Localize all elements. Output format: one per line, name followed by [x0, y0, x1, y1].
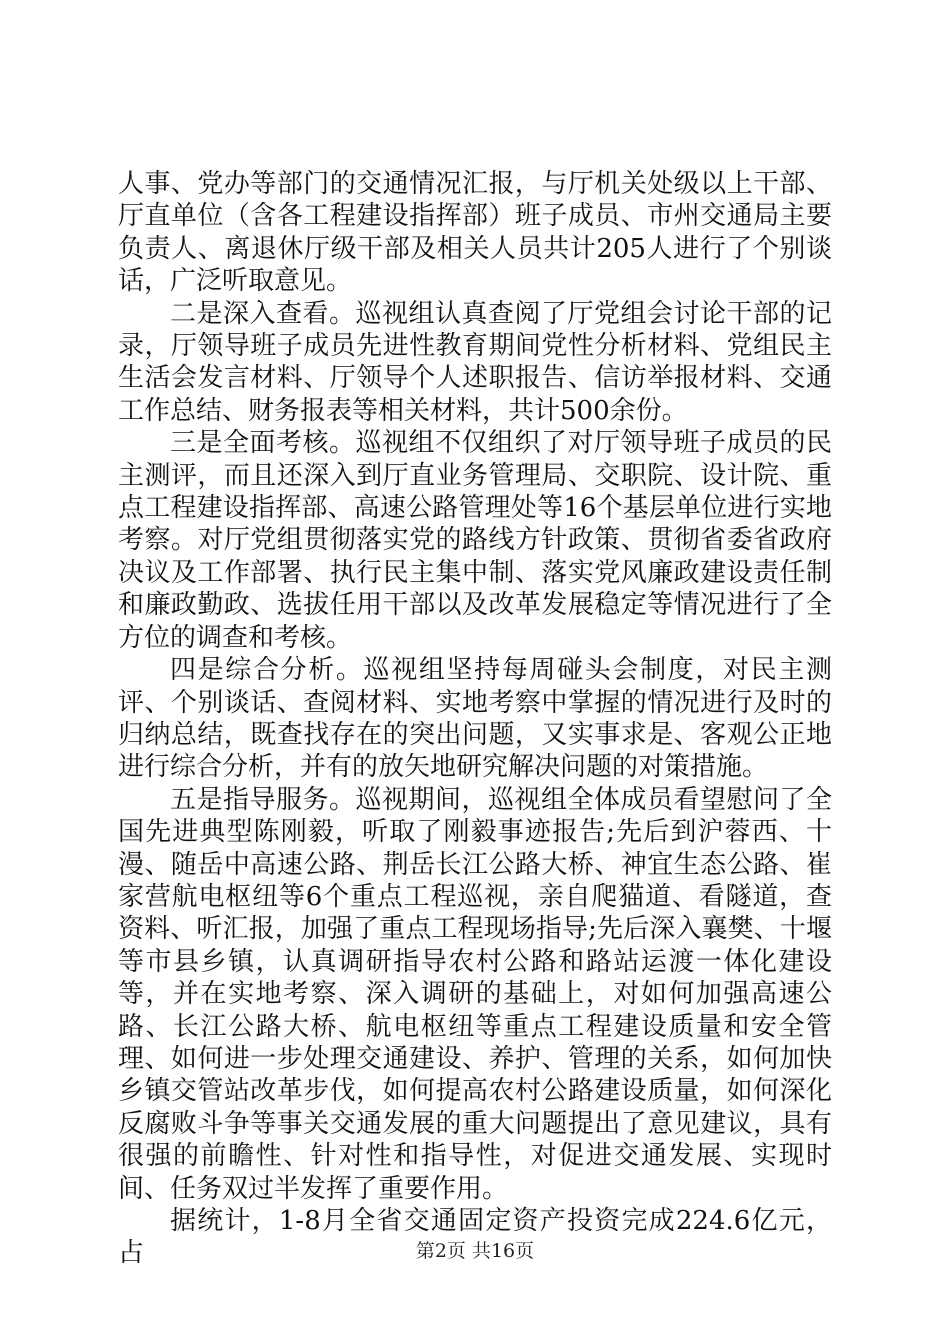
paragraph-continuation: 人事、党办等部门的交通情况汇报，与厅机关处级以上干部、厅直单位（含各工程建设指挥部）班子成员、市州交通局主要负责人、离退休厅级干部及相关人员共计205人进行了个别谈话，广泛听取意见。 — [118, 169, 832, 297]
paragraph-statistics: 据统计，1-8月全省交通固定资产投资完成224.6亿元，占 — [118, 1206, 832, 1269]
paragraph-item-5-guidance: 五是指导服务。巡视期间，巡视组全体成员看望慰问了全国先进典型陈刚毅，听取了刚毅事迹报告;先后到沪蓉西、十漫、随岳中高速公路、荆岳长江公路大桥、神宜生态公路、崔家营航电枢纽等6个重点工程巡视，亲自爬猫道、看隧道，查资料、听汇报，加强了重点工程现场指导;先后深入襄樊、十堰等市县乡镇，认真调研指导农村公路和路站运渡一体化建设等，并在实地考察、深入调研的基础上，对如何加强高速公路、长江公路大桥、航电枢纽等重点工程建设质量和安全管理、如何进一步处理交通建设、养护、管理的关系，如何加快乡镇交管站改革步伐，如何提高农村公路建设质量，如何深化反腐败斗争等事关交通发展的重大问题提出了意见建议，具有很强的前瞻性、针对性和指导性，对促进交通发展、实现时间、任务双过半发挥了重要作用。 — [118, 784, 832, 1204]
paragraph-item-3-assessment: 三是全面考核。巡视组不仅组织了对厅领导班子成员的民主测评，而且还深入到厅直业务管理局、交职院、设计院、重点工程建设指挥部、高速公路管理处等16个基层单位进行实地考察。对厅党组贯彻落实党的路线方针政策、贯彻省委省政府决议及工作部署、执行民主集中制、落实党风廉政建设责任制和廉政勤政、选拔任用干部以及改革发展稳定等情况进行了全方位的调查和考核。 — [118, 428, 832, 653]
page-number-footer: 第2页 共16页 — [415, 1240, 535, 1262]
document-body — [118, 168, 832, 1270]
paragraph-item-2-inspection: 二是深入查看。巡视组认真查阅了厅党组会讨论干部的记录，厅领导班子成员先进性教育期间党性分析材料、党组民主生活会发言材料、厅领导个人述职报告、信访举报材料、交通工作总结、财务报表等相关材料，共计500余份。 — [118, 298, 832, 426]
paragraph-item-4-analysis: 四是综合分析。巡视组坚持每周碰头会制度，对民主测评、个别谈话、查阅材料、实地考察中掌握的情况进行及时的归纳总结，既查找存在的突出问题，又实事求是、客观公正地进行综合分析，并有的放矢地研究解决问题的对策措施。 — [118, 655, 832, 783]
